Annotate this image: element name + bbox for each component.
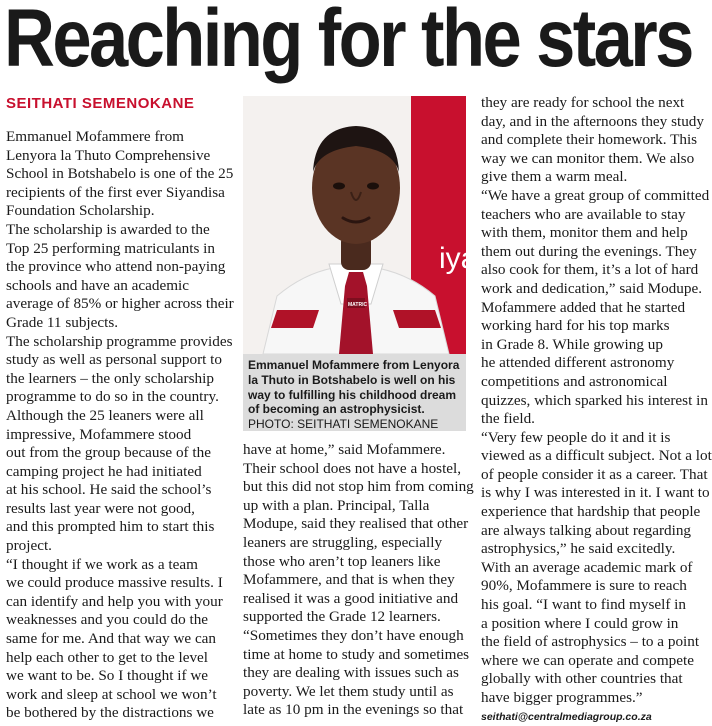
- text-line: schools and have an academic: [6, 276, 190, 294]
- text-line: Grade 11 subjects.: [6, 313, 119, 331]
- text-line: help each other to get to the level: [6, 648, 208, 666]
- text-line: they are dealing with issues such as: [243, 664, 459, 682]
- text-line: also cook for them, it’s a lot of hard: [481, 261, 699, 279]
- text-line: realised it was a good initiative and: [243, 589, 459, 607]
- text-line: work and sleep at school we won’t: [6, 685, 217, 703]
- text-line: Lenyora la Thuto Comprehensive: [6, 146, 211, 164]
- text-line: we want to be. So I thought if we: [6, 667, 209, 685]
- text-line: Top 25 performing matriculants in: [6, 239, 215, 257]
- text-line: recipients of the first ever Siyandisa: [6, 183, 225, 201]
- text-line: Emmanuel Mofammere from: [6, 128, 184, 145]
- article-column-3: [481, 94, 712, 726]
- text-line: can identify and help you with your: [6, 592, 223, 610]
- text-line: project.: [6, 537, 52, 555]
- text-line: be bothered by the distractions we: [6, 704, 214, 722]
- text-line: teachers who are available to stay: [481, 205, 686, 223]
- right-eye: [367, 183, 379, 190]
- caption-text: Emmanuel Mofammere from Lenyora la Thuto in Botshabelo is well on his way to fulfilling his childhood dream of becoming an astrophysicist.: [248, 358, 460, 417]
- text-line: globally with other countries that: [481, 670, 683, 688]
- text-line: he attended different astronomy: [481, 354, 675, 372]
- text-line: poverty. We let them study until as: [243, 682, 454, 700]
- text-line: the province who attend non-paying: [6, 258, 226, 276]
- text-line: and this prompted him to start this: [6, 518, 215, 536]
- blazer-trim-right: [393, 310, 441, 328]
- text-line: “Sometimes they don’t have enough: [243, 626, 464, 644]
- text-line: his goal. “I want to find myself in: [481, 596, 686, 614]
- text-line: and complete their homework. This: [481, 131, 698, 149]
- text-line: same for me. And that way we can: [6, 630, 217, 648]
- left-eye: [333, 183, 345, 190]
- backdrop-lettering: iya: [439, 242, 478, 275]
- text-line: are always talking about regarding: [481, 521, 692, 539]
- text-line: quizzes, which sparked his interest in: [481, 391, 708, 409]
- text-line: time at home to study and sometimes: [243, 645, 470, 663]
- text-line: competitions and astronomical: [481, 372, 668, 390]
- text-line: Mofammere, and that is when they: [243, 571, 455, 589]
- text-line: but this did not stop him from coming: [243, 478, 474, 496]
- text-line: have bigger programmes.”: [481, 689, 643, 706]
- text-line: the learners – the only scholarship: [6, 369, 214, 387]
- text-line: “I thought if we work as a team: [6, 555, 198, 573]
- blazer-trim-left: [271, 310, 319, 328]
- text-line: “We have a great group of committed: [481, 186, 710, 204]
- text-line: programme to do so in the country.: [6, 388, 219, 406]
- text-line: viewed as a difficult subject. Not a lot: [481, 447, 712, 465]
- text-line: working hard for his top marks: [481, 317, 670, 335]
- text-line: Mofammere added that he started: [481, 298, 686, 316]
- text-line: give them a warm meal.: [481, 168, 628, 186]
- text-line: the field.: [481, 410, 535, 428]
- text-line: out from the group because of the: [6, 444, 211, 462]
- portrait-illustration: [243, 96, 478, 354]
- text-line: day, and in the afternoons they study: [481, 112, 704, 130]
- text-line: late as 10 pm in the evenings so that: [243, 701, 464, 719]
- photo-caption: [243, 354, 466, 431]
- text-line: where we can operate and compete: [481, 651, 694, 669]
- text-line: weaknesses and you could do the: [6, 611, 209, 629]
- text-line: a position where I could grow in: [481, 614, 679, 632]
- text-line: The scholarship programme provides: [6, 332, 233, 350]
- tie-badge-text: MATRIC: [348, 302, 368, 308]
- article-column-1: [6, 128, 238, 723]
- text-line: With an average academic mark of: [481, 558, 693, 576]
- headline: Reaching for the stars: [4, 0, 692, 84]
- text-line: at his school. He said the school’s: [6, 481, 212, 499]
- text-line: average of 85% or higher across their: [6, 295, 234, 313]
- text-line: work and dedication,” said Modupe.: [481, 279, 703, 297]
- text-line: in Grade 8. While growing up: [481, 335, 663, 353]
- text-line: with them, monitor them and help: [481, 224, 688, 242]
- text-line: those who aren’t top leaners like: [243, 552, 441, 570]
- byline: SEITHATI SEMENOKANE: [6, 95, 195, 112]
- text-line: results last year were not good,: [6, 499, 195, 517]
- article-column-2: [243, 441, 472, 720]
- text-line: camping project he had initiated: [6, 462, 202, 480]
- text-line: experience that hardship that people: [481, 503, 701, 521]
- text-line: Although the 25 leaners were all: [6, 406, 204, 424]
- text-line: we could produce massive results. I: [6, 574, 223, 592]
- text-line: School in Botshabelo is one of the 25: [6, 165, 234, 183]
- text-line: leaners are struggling, especially: [243, 533, 443, 551]
- text-line: “Very few people do it and it is: [481, 428, 671, 446]
- text-line: they are ready for school the next: [481, 94, 685, 111]
- text-line: The scholarship is awarded to the: [6, 220, 210, 238]
- text-line: Modupe, said they realised that other: [243, 515, 469, 533]
- text-line: astrophysics,” he said excitedly.: [481, 540, 676, 558]
- text-line: 90%, Mofammere is sure to reach: [481, 577, 687, 595]
- text-line: way we can monitor them. We also: [481, 149, 695, 167]
- text-line: Foundation Scholarship.: [6, 202, 155, 220]
- text-line: is why I was interested in it. I want to: [481, 484, 710, 502]
- text-line: of people consider it as a career. That: [481, 465, 708, 483]
- text-line: have at home,” said Mofammere.: [243, 441, 446, 458]
- photo-credit: PHOTO: SEITHATI SEMENOKANE: [248, 417, 439, 432]
- text-line: study as well as personal support to: [6, 351, 222, 369]
- text-line: impressive, Mofammere stood: [6, 425, 192, 443]
- text-line: them out during the evenings. They: [481, 242, 697, 260]
- text-line: supported the Grade 12 learners.: [243, 608, 441, 626]
- text-line: up with a plan. Principal, Talla: [243, 496, 430, 514]
- author-email: seithati@centralmediagroup.co.za: [481, 710, 652, 723]
- portrait-photo: [243, 96, 478, 354]
- text-line: the field of astrophysics – to a point: [481, 633, 700, 651]
- text-line: Their school does not have a hostel,: [243, 459, 462, 477]
